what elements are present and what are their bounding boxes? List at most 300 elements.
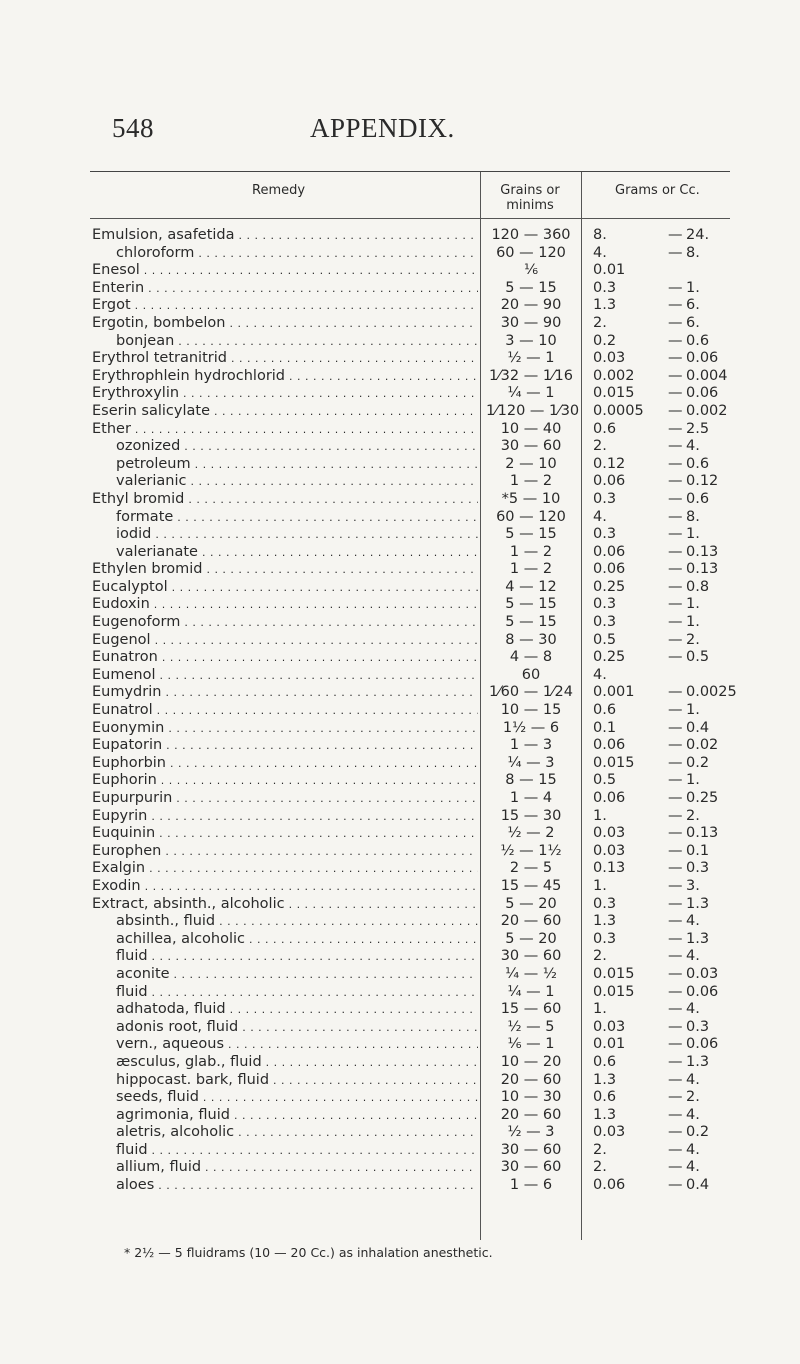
grams-max: 0.03 — [686, 965, 719, 982]
range-dash: — — [668, 526, 683, 543]
remedy-name: fluid . . . — [116, 948, 478, 966]
grains-dose: 30 — 60 — [500, 438, 562, 455]
range-dash: — — [668, 332, 683, 349]
grains-dose: 1 — 4 — [509, 790, 553, 806]
grams-min: 1.3 — [593, 297, 617, 314]
grams-max: 0.8 — [686, 578, 710, 595]
table-row — [0, 984, 800, 1002]
remedy-name: chloroform . . . — [116, 245, 478, 263]
grams-min: 0.015 — [593, 754, 635, 771]
range-dash: — — [668, 807, 683, 824]
grains-dose: ¼ — 1 — [507, 385, 555, 402]
range-dash: — — [668, 1177, 683, 1194]
table-row — [0, 561, 800, 579]
grams-max: 0.4 — [686, 719, 710, 736]
grains-dose: 1 — 2 — [509, 473, 553, 490]
grams-min: 1.3 — [593, 1106, 617, 1123]
range-dash: — — [668, 684, 683, 701]
range-dash: — — [668, 1124, 683, 1141]
grains-dose: 10 — 20 — [500, 1053, 562, 1070]
grams-min: 2. — [593, 438, 607, 455]
grams-min: 1.3 — [593, 1071, 617, 1088]
grams-min: 0.06 — [593, 543, 626, 560]
range-dash: — — [668, 1106, 683, 1123]
grams-max: 8. — [686, 244, 700, 261]
remedy-name: seeds, fluid . . . — [116, 1089, 478, 1107]
grams-max: 0.12 — [686, 473, 719, 490]
table-row — [0, 315, 800, 333]
grams-min: 0.3 — [593, 614, 617, 631]
table-row — [0, 913, 800, 931]
grains-dose: 20 — 60 — [500, 1071, 562, 1088]
remedy-name: Erythrophlein hydrochlorid . . . — [92, 368, 478, 386]
grains-dose: ½ — 3 — [507, 1124, 555, 1141]
remedy-name: Eupatorin . . . — [92, 737, 478, 755]
grams-max: 4. — [686, 913, 700, 930]
grams-max: 4. — [686, 1159, 700, 1176]
remedy-name: Eumydrin . . . — [92, 684, 478, 702]
grains-dose: 10 — 40 — [500, 420, 562, 437]
grams-min: 0.015 — [593, 965, 635, 982]
range-dash: — — [668, 227, 683, 243]
grains-dose: 8 — 30 — [505, 631, 557, 648]
grams-min: 0.03 — [593, 825, 626, 842]
range-dash: — — [668, 578, 683, 595]
grains-dose: ⅙ — [523, 262, 539, 279]
range-dash: — — [668, 1141, 683, 1158]
range-dash: — — [668, 895, 683, 912]
remedy-name: Exalgin . . . — [92, 860, 478, 878]
grams-min: 0.6 — [593, 702, 617, 719]
remedy-name: fluid . . . — [116, 1142, 478, 1160]
grams-max: 1. — [686, 596, 700, 613]
grams-max: 0.06 — [686, 983, 719, 1000]
remedy-name: valerianate . . . — [116, 544, 478, 562]
range-dash: — — [668, 860, 683, 877]
remedy-name: aletris, alcoholic . . . — [116, 1124, 478, 1142]
grains-dose: 1⁄32 — 1⁄16 — [489, 367, 573, 384]
range-dash: — — [668, 1071, 683, 1088]
table-row — [0, 649, 800, 667]
grams-max: 8. — [686, 508, 700, 525]
remedy-name: Eunatrol . . . — [92, 702, 478, 720]
grams-max: 1. — [686, 772, 700, 789]
grains-dose: 60 — [521, 666, 541, 683]
grams-min: 0.015 — [593, 983, 635, 1000]
remedy-name: Eumenol . . . — [92, 667, 478, 685]
grams-max: 6. — [686, 314, 700, 331]
range-dash: — — [668, 825, 683, 842]
grams-max: 0.06 — [686, 385, 719, 402]
grains-dose: 120 — 360 — [491, 227, 571, 243]
remedy-name: absinth., fluid . . . — [116, 913, 478, 931]
grains-dose: ¼ — 1 — [507, 983, 555, 1000]
table-row — [0, 596, 800, 614]
grains-dose: 15 — 60 — [500, 1001, 562, 1018]
table-row — [0, 860, 800, 878]
table-header-rule — [90, 218, 730, 219]
grams-max: 0.0025 — [686, 684, 737, 701]
table-row — [0, 684, 800, 702]
grams-max: 0.13 — [686, 543, 719, 560]
table-row — [0, 245, 800, 263]
remedy-name: Ethylen bromid . . . — [92, 561, 478, 579]
grams-max: 0.06 — [686, 350, 719, 367]
grains-dose: ½ — 1 — [507, 350, 555, 367]
table-row — [0, 1036, 800, 1054]
remedy-name: Ergotin, bombelon . . . — [92, 315, 478, 333]
range-dash: — — [668, 508, 683, 525]
table-row — [0, 1019, 800, 1037]
grams-max: 2. — [686, 631, 700, 648]
remedy-name: Ethyl bromid . . . — [92, 491, 478, 509]
table-row — [0, 280, 800, 298]
range-dash: — — [668, 772, 683, 789]
grams-min: 0.03 — [593, 842, 626, 859]
remedy-name: Exodin . . . — [92, 878, 478, 896]
table-row — [0, 385, 800, 403]
range-dash: — — [668, 402, 683, 419]
grains-dose: 2 — 5 — [509, 860, 553, 877]
grains-dose: ½ — 1½ — [500, 842, 562, 859]
table-row — [0, 614, 800, 632]
grains-dose: 30 — 60 — [500, 1141, 562, 1158]
grams-min: 0.12 — [593, 455, 626, 472]
grams-max: 24. — [686, 227, 710, 243]
grams-min: 1. — [593, 877, 607, 894]
range-dash: — — [668, 420, 683, 437]
grams-min: 1.3 — [593, 913, 617, 930]
table-row — [0, 1124, 800, 1142]
table-row — [0, 227, 800, 245]
range-dash: — — [668, 543, 683, 560]
table-row — [0, 333, 800, 351]
grams-min: 0.13 — [593, 860, 626, 877]
grams-max: 0.1 — [686, 842, 710, 859]
range-dash: — — [668, 790, 683, 806]
range-dash: — — [668, 279, 683, 296]
grains-dose: ¼ — 3 — [507, 754, 555, 771]
remedy-name: formate . . . — [116, 509, 478, 527]
range-dash: — — [668, 948, 683, 965]
grams-min: 2. — [593, 1141, 607, 1158]
grams-max: 4. — [686, 1001, 700, 1018]
table-row — [0, 772, 800, 790]
grams-max: 0.06 — [686, 1036, 719, 1053]
grains-dose: 30 — 60 — [500, 948, 562, 965]
range-dash: — — [668, 983, 683, 1000]
grains-dose: 5 — 20 — [505, 930, 557, 947]
grains-dose: 1 — 3 — [509, 737, 553, 754]
grams-max: 4. — [686, 948, 700, 965]
grains-dose: *5 — 10 — [501, 490, 561, 507]
grams-min: 2. — [593, 314, 607, 331]
remedy-name: Euquinin . . . — [92, 825, 478, 843]
table-row — [0, 350, 800, 368]
grains-dose: 20 — 60 — [500, 1106, 562, 1123]
range-dash: — — [668, 561, 683, 578]
grains-dose: 5 — 15 — [505, 614, 557, 631]
range-dash: — — [668, 297, 683, 314]
grams-max: 1.3 — [686, 930, 710, 947]
remedy-name: Eucalyptol . . . — [92, 579, 478, 597]
range-dash: — — [668, 1036, 683, 1053]
grams-max: 1. — [686, 614, 700, 631]
remedy-name: Eupyrin . . . — [92, 808, 478, 826]
grains-dose: 8 — 15 — [505, 772, 557, 789]
grams-max: 1.3 — [686, 1053, 710, 1070]
remedy-name: bonjean . . . — [116, 333, 478, 351]
grams-max: 1. — [686, 526, 700, 543]
grams-min: 1. — [593, 807, 607, 824]
table-row — [0, 297, 800, 315]
range-dash: — — [668, 842, 683, 859]
grains-dose: 20 — 90 — [500, 297, 562, 314]
grams-min: 0.01 — [593, 1036, 626, 1053]
grams-max: 3. — [686, 877, 700, 894]
range-dash: — — [668, 719, 683, 736]
table-row — [0, 632, 800, 650]
table-row — [0, 966, 800, 984]
remedy-name: aloes . . . — [116, 1177, 478, 1195]
table-row — [0, 262, 800, 280]
remedy-name: valerianic . . . — [116, 473, 478, 491]
table-row — [0, 579, 800, 597]
grams-max: 0.002 — [686, 402, 728, 419]
grains-dose: 1 — 2 — [509, 561, 553, 578]
table-row — [0, 667, 800, 685]
range-dash: — — [668, 314, 683, 331]
grams-min: 0.06 — [593, 737, 626, 754]
column-header-remedy: Remedy — [252, 183, 306, 198]
range-dash: — — [668, 1018, 683, 1035]
grams-min: 0.3 — [593, 895, 617, 912]
grams-min: 0.03 — [593, 1018, 626, 1035]
grains-dose: 2 — 10 — [505, 455, 557, 472]
grams-max: 4. — [686, 1106, 700, 1123]
grains-dose: 10 — 15 — [500, 702, 562, 719]
remedy-name: æsculus, glab., fluid . . . — [116, 1054, 478, 1072]
range-dash: — — [668, 877, 683, 894]
remedy-name: Euphorin . . . — [92, 772, 478, 790]
remedy-name: Eugenoform . . . — [92, 614, 478, 632]
grams-max: 0.6 — [686, 332, 710, 349]
remedy-name: agrimonia, fluid . . . — [116, 1107, 478, 1125]
grams-min: 0.3 — [593, 279, 617, 296]
table-row — [0, 896, 800, 914]
grains-dose: 5 — 15 — [505, 279, 557, 296]
range-dash: — — [668, 1089, 683, 1106]
grains-dose: 5 — 15 — [505, 596, 557, 613]
remedy-name: allium, fluid . . . — [116, 1159, 478, 1177]
range-dash: — — [668, 649, 683, 666]
grams-min: 0.6 — [593, 420, 617, 437]
range-dash: — — [668, 367, 683, 384]
grams-max: 0.5 — [686, 649, 710, 666]
grams-min: 0.0005 — [593, 402, 644, 419]
range-dash: — — [668, 1159, 683, 1176]
grams-min: 4. — [593, 508, 607, 525]
range-dash: — — [668, 965, 683, 982]
grams-min: 0.002 — [593, 367, 635, 384]
grains-dose: 60 — 120 — [496, 508, 566, 525]
grains-dose: 1 — 6 — [509, 1177, 553, 1194]
table-row — [0, 491, 800, 509]
table-top-rule — [90, 171, 730, 172]
grams-min: 0.06 — [593, 790, 626, 806]
grams-min: 0.6 — [593, 1089, 617, 1106]
range-dash: — — [668, 473, 683, 490]
grams-min: 4. — [593, 666, 607, 683]
grams-min: 0.015 — [593, 385, 635, 402]
table-row — [0, 1089, 800, 1107]
table-row — [0, 403, 800, 421]
remedy-name: iodid . . . — [116, 526, 478, 544]
grains-dose: 10 — 30 — [500, 1089, 562, 1106]
grams-min: 2. — [593, 948, 607, 965]
grams-max: 0.3 — [686, 860, 710, 877]
page-number: 548 — [112, 113, 154, 143]
remedy-name: achillea, alcoholic . . . — [116, 931, 478, 949]
grams-max: 0.2 — [686, 1124, 710, 1141]
range-dash: — — [668, 1001, 683, 1018]
table-row — [0, 1072, 800, 1090]
grams-min: 0.6 — [593, 1053, 617, 1070]
grains-dose: 15 — 45 — [500, 877, 562, 894]
page-title: APPENDIX. — [310, 113, 455, 143]
grams-min: 0.06 — [593, 473, 626, 490]
grains-dose: ¼ — ½ — [505, 965, 557, 982]
table-row — [0, 755, 800, 773]
range-dash: — — [668, 438, 683, 455]
grains-dose: 5 — 20 — [505, 895, 557, 912]
grams-min: 4. — [593, 244, 607, 261]
remedy-name: Extract, absinth., alcoholic . . . — [92, 896, 478, 914]
grams-max: 0.13 — [686, 825, 719, 842]
grams-min: 0.06 — [593, 1177, 626, 1194]
grams-min: 0.01 — [593, 262, 626, 279]
grains-dose: 4 — 8 — [509, 649, 553, 666]
grains-dose: 1½ — 6 — [502, 719, 560, 736]
remedy-name: Euonymin . . . — [92, 720, 478, 738]
grams-min: 8. — [593, 227, 607, 243]
table-row — [0, 702, 800, 720]
remedy-name: Eugenol . . . — [92, 632, 478, 650]
remedy-name: fluid . . . — [116, 984, 478, 1002]
grams-max: 1. — [686, 702, 700, 719]
grains-dose: 1⁄120 — 1⁄30 — [486, 402, 580, 419]
table-row — [0, 509, 800, 527]
range-dash: — — [668, 596, 683, 613]
range-dash: — — [668, 702, 683, 719]
range-dash: — — [668, 244, 683, 261]
remedy-name: Eserin salicylate . . . — [92, 403, 478, 421]
remedy-name: Eunatron . . . — [92, 649, 478, 667]
grams-min: 0.25 — [593, 649, 626, 666]
remedy-name: Emulsion, asafetida . . . — [92, 227, 478, 245]
grams-max: 0.2 — [686, 754, 710, 771]
table-row — [0, 1054, 800, 1072]
footnote: * 2½ — 5 fluidrams (10 — 20 Cc.) as inhalation anesthetic. — [124, 1245, 493, 1260]
remedy-name: Ether . . . — [92, 421, 478, 439]
table-row — [0, 808, 800, 826]
range-dash: — — [668, 455, 683, 472]
table-row — [0, 948, 800, 966]
table-row — [0, 737, 800, 755]
range-dash: — — [668, 1053, 683, 1070]
column-header-grams: Grams or Cc. — [615, 183, 700, 198]
remedy-name: Enterin . . . — [92, 280, 478, 298]
grains-dose: ⅙ — 1 — [507, 1036, 555, 1053]
grams-max: 0.25 — [686, 790, 719, 806]
grams-max: 0.6 — [686, 455, 710, 472]
grams-min: 0.5 — [593, 772, 617, 789]
table-row — [0, 825, 800, 843]
grams-max: 0.13 — [686, 561, 719, 578]
dosage-table-body — [0, 227, 800, 1195]
table-row — [0, 368, 800, 386]
grams-min: 0.25 — [593, 578, 626, 595]
grams-max: 0.6 — [686, 490, 710, 507]
range-dash: — — [668, 737, 683, 754]
grains-dose: 30 — 90 — [500, 314, 562, 331]
table-row — [0, 878, 800, 896]
grains-dose: 60 — 120 — [496, 244, 566, 261]
grams-min: 0.3 — [593, 596, 617, 613]
grains-dose: ½ — 5 — [507, 1018, 555, 1035]
table-row — [0, 931, 800, 949]
table-row — [0, 1142, 800, 1160]
grains-dose: 20 — 60 — [500, 913, 562, 930]
grams-max: 2. — [686, 807, 700, 824]
grams-min: 1. — [593, 1001, 607, 1018]
grams-max: 4. — [686, 438, 700, 455]
range-dash: — — [668, 614, 683, 631]
grains-dose: 1 — 2 — [509, 543, 553, 560]
grams-max: 4. — [686, 1141, 700, 1158]
range-dash: — — [668, 754, 683, 771]
grams-max: 6. — [686, 297, 700, 314]
grams-min: 0.1 — [593, 719, 617, 736]
range-dash: — — [668, 913, 683, 930]
range-dash: — — [668, 385, 683, 402]
grains-dose: 3 — 10 — [505, 332, 557, 349]
grams-max: 0.02 — [686, 737, 719, 754]
grams-max: 0.004 — [686, 367, 728, 384]
table-row — [0, 1159, 800, 1177]
grams-max: 1. — [686, 279, 700, 296]
grams-max: 2.5 — [686, 420, 710, 437]
table-row — [0, 843, 800, 861]
grams-min: 0.3 — [593, 526, 617, 543]
grams-min: 0.03 — [593, 1124, 626, 1141]
table-row — [0, 421, 800, 439]
grams-min: 0.5 — [593, 631, 617, 648]
grains-dose: 4 — 12 — [505, 578, 557, 595]
table-row — [0, 526, 800, 544]
grains-dose: ½ — 2 — [507, 825, 555, 842]
range-dash: — — [668, 631, 683, 648]
range-dash: — — [668, 490, 683, 507]
grams-min: 0.06 — [593, 561, 626, 578]
remedy-name: Euphorbin . . . — [92, 755, 478, 773]
table-row — [0, 720, 800, 738]
grains-dose: 15 — 30 — [500, 807, 562, 824]
remedy-name: Enesol . . . — [92, 262, 478, 280]
grams-min: 0.2 — [593, 332, 617, 349]
table-row — [0, 1001, 800, 1019]
remedy-name: ozonized . . . — [116, 438, 478, 456]
